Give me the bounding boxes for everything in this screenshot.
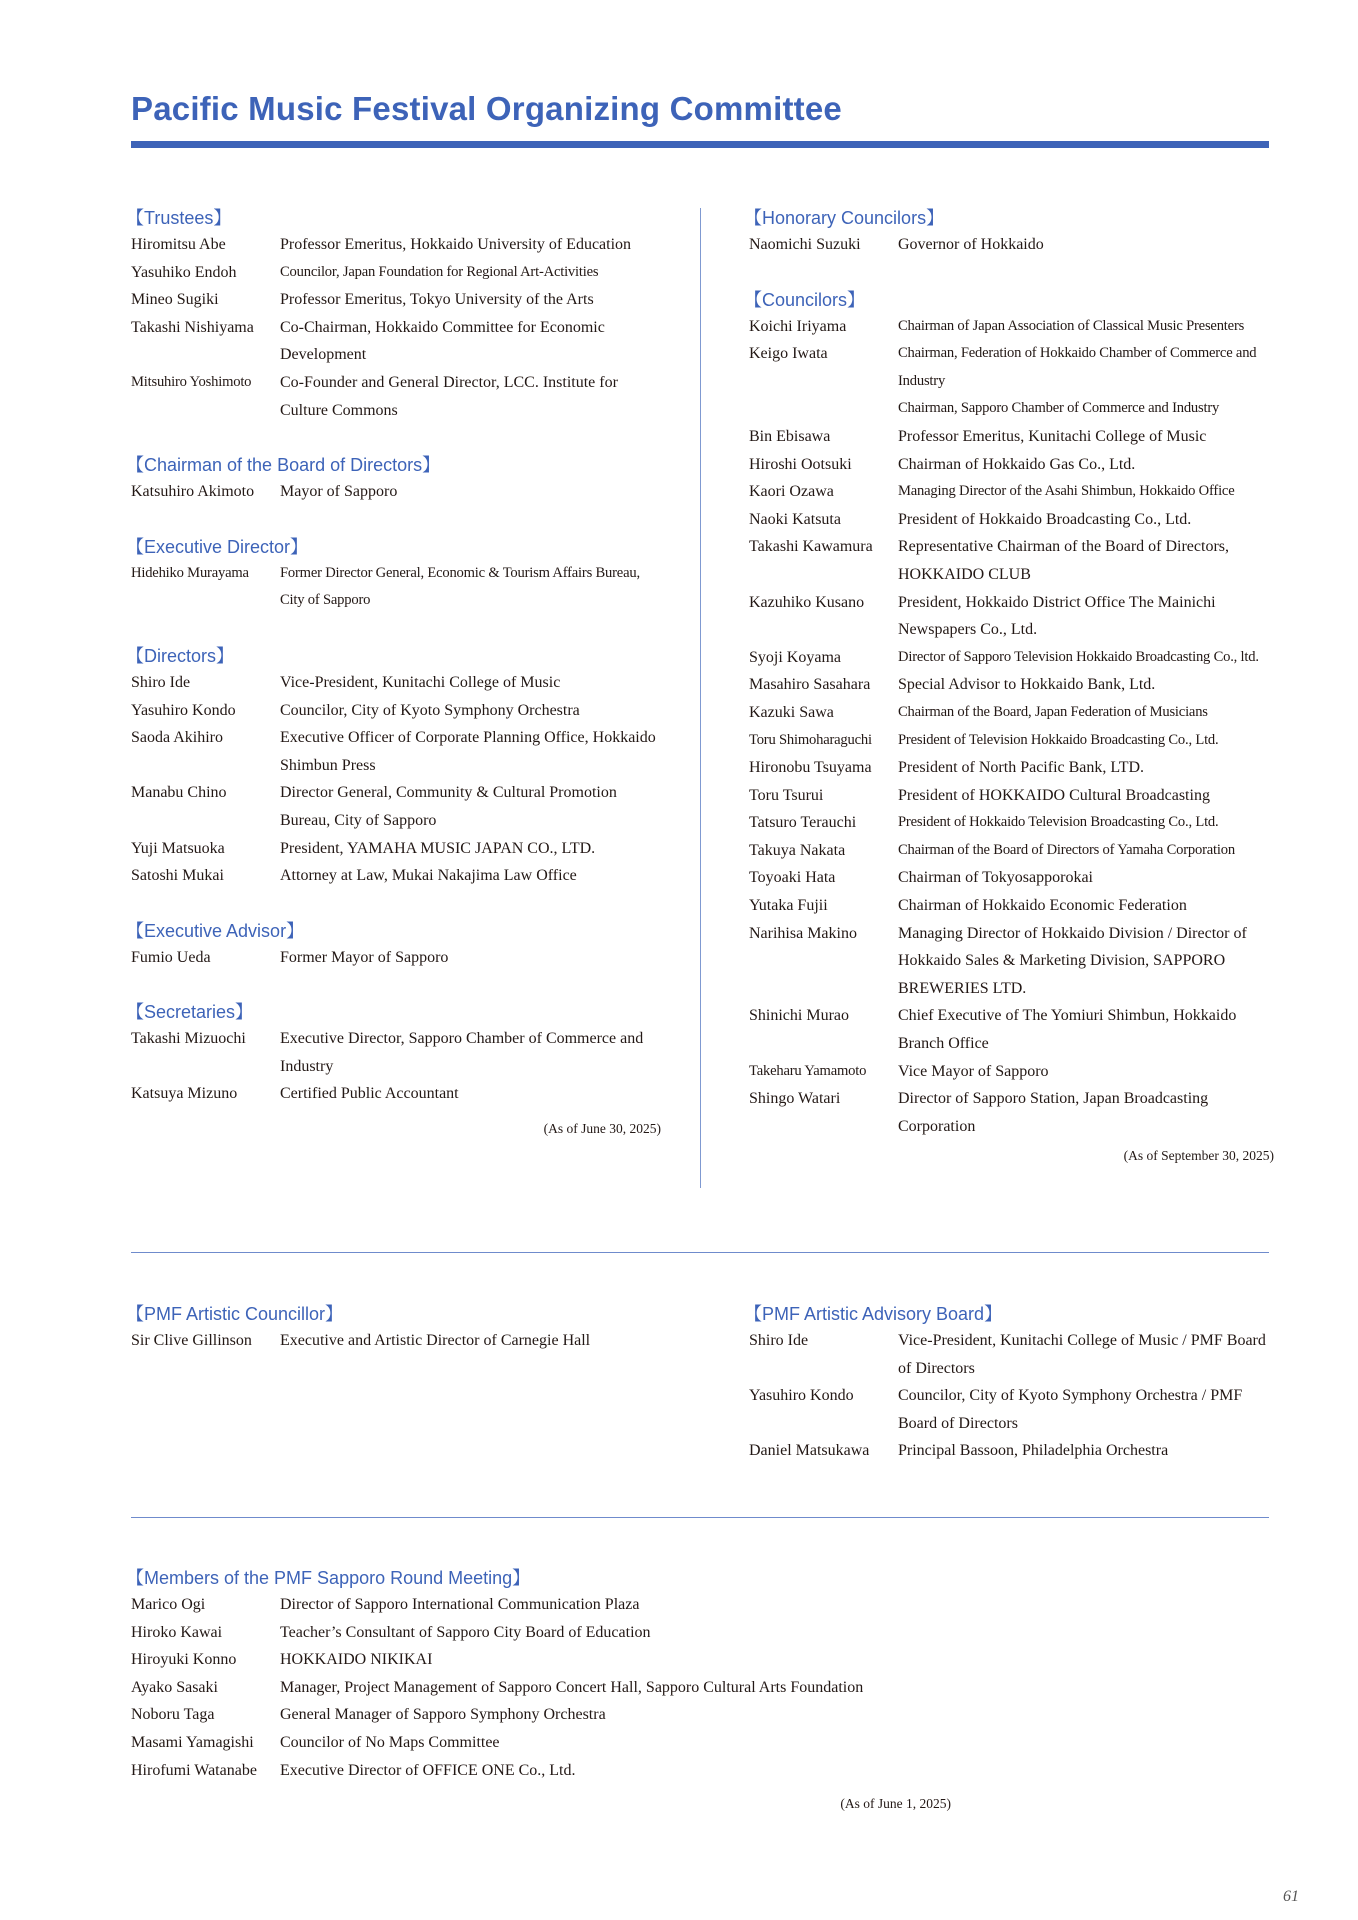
member-name: Shiro Ide (131, 673, 191, 691)
secretaries-section (126, 998, 661, 1108)
member-name: Narihisa Makino (749, 924, 857, 942)
member-name: Takashi Nishiyama (131, 318, 254, 336)
member-name: Takashi Mizuochi (131, 1030, 246, 1048)
section-heading: 【Executive Director】 (126, 536, 309, 557)
directors-section (126, 642, 661, 890)
member-entry (131, 1025, 661, 1080)
member-entry (131, 835, 661, 863)
member-entry (749, 837, 1274, 865)
member-entry (131, 1757, 1269, 1785)
member-name: Masami Yamagishi (131, 1733, 254, 1751)
trustees-section (126, 204, 661, 424)
member-entry (749, 1002, 1274, 1057)
member-role: Vice-President, Kunitachi College of Music (280, 673, 561, 691)
member-entry (131, 369, 661, 424)
member-entry (131, 944, 661, 972)
member-role: Mayor of Sapporo (280, 483, 398, 501)
member-role: Chairman of Tokyosapporokai (898, 869, 1093, 887)
member-name: Tatsuro Terauchi (749, 814, 857, 832)
member-entry (131, 259, 661, 287)
member-entry (749, 231, 1274, 259)
member-role: HOKKAIDO NIKIKAI (280, 1651, 433, 1669)
member-name: Takuya Nakata (749, 841, 846, 859)
member-role: Chairman of the Board of Directors of Yamaha Corporation (898, 841, 1235, 858)
column-divider (700, 208, 701, 1188)
member-entry (131, 1327, 691, 1355)
member-name: Marico Ogi (131, 1596, 206, 1613)
member-role: Councilor of No Maps Committee (280, 1733, 500, 1751)
right-column (744, 204, 1274, 1169)
artistic-councillor-section (126, 1300, 691, 1355)
member-name: Kazuhiko Kusano (749, 593, 865, 611)
as-of-date: (As of September 30, 2025) (1123, 1148, 1274, 1164)
member-entry (749, 727, 1274, 755)
left-column (126, 204, 661, 1142)
artistic-advisory-board-section (744, 1300, 1274, 1465)
member-role: Executive Director, Sapporo Chamber of Commerce and Industry (280, 1030, 644, 1075)
member-role: Former Mayor of Sapporo (280, 948, 449, 966)
member-entry (131, 1701, 1269, 1729)
member-name: Shingo Watari (749, 1090, 841, 1108)
section-heading: 【Trustees】 (126, 208, 232, 228)
member-name: Katsuhiro Akimoto (131, 483, 255, 501)
round-meeting-section (126, 1564, 1269, 1817)
member-entry (131, 1591, 1269, 1619)
executive-director-section (126, 533, 661, 615)
member-role: Chairman of Japan Association of Classical Music Presenters (898, 317, 1245, 334)
member-entry (749, 671, 1274, 699)
member-entry (749, 1085, 1274, 1140)
member-role: Executive and Artistic Director of Carnegie Hall (280, 1332, 591, 1349)
section-divider (131, 1517, 1269, 1518)
member-name: Yasuhiro Kondo (131, 701, 236, 719)
member-entry (131, 724, 661, 779)
member-name: Yutaka Fujii (749, 897, 828, 915)
member-role: Teacher’s Consultant of Sapporo City Board of Education (280, 1623, 651, 1641)
member-name: Takeharu Yamamoto (749, 1062, 867, 1079)
member-name: Hiroko Kawai (131, 1623, 223, 1641)
member-role: Chief Executive of The Yomiuri Shimbun, Hokkaido Branch Office (898, 1007, 1237, 1053)
member-role: Director of Sapporo International Communication Plaza (280, 1596, 640, 1613)
executive-advisor-section (126, 917, 661, 972)
member-name: Syoji Koyama (749, 648, 841, 666)
member-entry (749, 892, 1274, 920)
title-underline (131, 141, 1269, 148)
member-name: Toru Shimoharaguchi (749, 731, 872, 748)
member-role: President of Television Hokkaido Broadcasting Co., Ltd. (898, 731, 1219, 748)
section-heading: 【Members of the PMF Sapporo Round Meeting】 (126, 1568, 531, 1588)
member-role: Representative Chairman of the Board of Directors, HOKKAIDO CLUB (898, 538, 1229, 583)
page-number: 61 (1283, 1888, 1299, 1905)
member-entry (749, 313, 1274, 341)
member-name: Kaori Ozawa (749, 483, 834, 501)
member-name: Naomichi Suzuki (749, 236, 861, 253)
member-name: Fumio Ueda (131, 948, 211, 966)
page-title: Pacific Music Festival Organizing Committee (131, 90, 842, 127)
councilors-section (744, 286, 1274, 1141)
member-role: President, Hokkaido District Office The Mainichi Newspapers Co., Ltd. (898, 593, 1216, 639)
member-role: Councilor, Japan Foundation for Regional Art-Activities (280, 263, 599, 280)
as-of-date: (As of June 30, 2025) (543, 1121, 661, 1137)
chairman-section (126, 451, 661, 506)
member-name: Hironobu Tsuyama (749, 759, 872, 777)
member-name: Toru Tsurui (749, 786, 824, 804)
member-name: Mineo Sugiki (131, 291, 219, 309)
member-role: Director of Sapporo Television Hokkaido Broadcasting Co., ltd. (898, 648, 1259, 665)
member-name: Noboru Taga (131, 1706, 215, 1724)
member-name: Saoda Akihiro (131, 729, 223, 747)
section-heading: 【Councilors】 (744, 289, 866, 310)
member-role: Governor of Hokkaido (898, 236, 1044, 253)
member-role: Executive Director of OFFICE ONE Co., Ltd. (280, 1761, 576, 1779)
member-role: President of North Pacific Bank, LTD. (898, 759, 1145, 777)
member-role: President of Hokkaido Broadcasting Co., Ltd. (898, 510, 1192, 528)
member-entry (749, 1382, 1274, 1437)
member-role: Vice-President, Kunitachi College of Music / PMF Board of Directors (898, 1332, 1266, 1377)
member-entry (749, 423, 1274, 451)
member-entry (131, 231, 661, 259)
member-entry (749, 754, 1274, 782)
member-name (749, 395, 898, 423)
member-role: Chairman of Hokkaido Gas Co., Ltd. (898, 455, 1136, 473)
member-name: Yasuhiro Kondo (749, 1387, 854, 1405)
member-name: Mitsuhiro Yoshimoto (131, 373, 252, 390)
section-heading: 【PMF Artistic Councillor】 (126, 1304, 344, 1324)
member-role: Chairman of Hokkaido Economic Federation (898, 897, 1187, 915)
member-role: President of HOKKAIDO Cultural Broadcasting (898, 786, 1210, 804)
member-name: Toyoaki Hata (749, 869, 836, 887)
member-role: Professor Emeritus, Tokyo University of the Arts (280, 291, 594, 309)
member-entry (131, 697, 661, 725)
member-role: Executive Officer of Corporate Planning Office, Hokkaido Shimbun Press (280, 729, 656, 774)
member-entry (131, 314, 661, 369)
section-heading: 【Secretaries】 (126, 1002, 254, 1023)
member-role: Managing Director of Hokkaido Division / Director of Hokkaido Sales & Marketing Division, SAPPORO BREWERIES LTD. (898, 924, 1247, 997)
member-name: Hidehiko Murayama (131, 564, 249, 581)
member-entry (749, 809, 1274, 837)
member-name: Bin Ebisawa (749, 427, 831, 445)
member-name: Hiroshi Ootsuki (749, 455, 852, 473)
member-role: Professor Emeritus, Hokkaido University of Education (280, 236, 632, 253)
member-name: Yuji Matsuoka (131, 839, 225, 857)
member-role: Councilor, City of Kyoto Symphony Orchestra (280, 701, 580, 719)
member-name: Naoki Katsuta (749, 510, 841, 528)
member-entry (131, 1646, 1269, 1674)
member-entry (131, 478, 661, 506)
member-name: Koichi Iriyama (749, 317, 847, 335)
member-role: Manager, Project Management of Sapporo Concert Hall, Sapporo Cultural Arts Foundation (280, 1678, 864, 1696)
member-entry (749, 533, 1274, 588)
member-role: Professor Emeritus, Kunitachi College of Music (898, 427, 1207, 445)
member-role: Vice Mayor of Sapporo (898, 1062, 1049, 1080)
member-role: Chairman, Federation of Hokkaido Chamber of Commerce and Industry (898, 345, 1257, 389)
member-role: Chairman of the Board, Japan Federation of Musicians (898, 703, 1208, 720)
member-entry (749, 644, 1274, 672)
member-name: Takashi Kawamura (749, 538, 873, 556)
member-name: Shiro Ide (749, 1332, 809, 1349)
member-entry (131, 286, 661, 314)
member-name: Sir Clive Gillinson (131, 1332, 252, 1349)
member-role: President, YAMAHA MUSIC JAPAN CO., LTD. (280, 839, 596, 857)
member-entry (749, 478, 1274, 506)
member-entry (749, 395, 1274, 423)
member-role: Special Advisor to Hokkaido Bank, Ltd. (898, 676, 1156, 694)
member-entry (749, 1327, 1274, 1382)
member-role: Principal Bassoon, Philadelphia Orchestra (898, 1442, 1169, 1460)
member-name: Ayako Sasaki (131, 1678, 218, 1696)
member-role: President of Hokkaido Television Broadcasting Co., Ltd. (898, 814, 1219, 831)
member-role: Councilor, City of Kyoto Symphony Orchestra / PMF Board of Directors (898, 1387, 1243, 1432)
member-role: Former Director General, Economic & Tourism Affairs Bureau, City of Sapporo (280, 564, 640, 609)
member-entry (749, 920, 1274, 1003)
section-divider (131, 1252, 1269, 1253)
member-entry (131, 1729, 1269, 1757)
member-role: Managing Director of the Asahi Shimbun, Hokkaido Office (898, 483, 1235, 500)
member-entry (131, 1080, 661, 1108)
member-role: Director of Sapporo Station, Japan Broadcasting Corporation (898, 1090, 1209, 1135)
member-role: Chairman, Sapporo Chamber of Commerce and Industry (898, 400, 1220, 417)
section-heading: 【Honorary Councilors】 (744, 208, 945, 228)
member-entry (749, 340, 1274, 395)
section-heading: 【PMF Artistic Advisory Board】 (744, 1304, 1003, 1324)
member-name: Masahiro Sasahara (749, 676, 871, 694)
member-entry (749, 1437, 1274, 1465)
section-heading: 【Executive Advisor】 (126, 920, 305, 941)
section-heading: 【Directors】 (126, 645, 235, 666)
member-name: Hiroyuki Konno (131, 1651, 237, 1669)
member-entry (131, 862, 661, 890)
member-entry (131, 1619, 1269, 1647)
honorary-councilors-section (744, 204, 1274, 259)
as-of-date: (As of June 1, 2025) (840, 1796, 951, 1812)
member-entry (131, 560, 661, 615)
member-role: Co-Founder and General Director, LCC. Institute for Culture Commons (280, 373, 618, 419)
member-name: Hiromitsu Abe (131, 236, 226, 253)
member-entry (749, 699, 1274, 727)
member-role: Co-Chairman, Hokkaido Committee for Economic Development (280, 318, 605, 364)
member-entry (749, 506, 1274, 534)
member-name: Keigo Iwata (749, 345, 828, 363)
member-name: Daniel Matsukawa (749, 1442, 870, 1460)
member-entry (749, 1058, 1274, 1086)
member-role: General Manager of Sapporo Symphony Orchestra (280, 1706, 606, 1724)
member-entry (131, 669, 661, 697)
member-name: Shinichi Murao (749, 1007, 849, 1025)
member-role: Attorney at Law, Mukai Nakajima Law Office (280, 867, 577, 885)
member-name: Katsuya Mizuno (131, 1085, 238, 1103)
member-entry (749, 451, 1274, 479)
member-entry (749, 864, 1274, 892)
member-name: Kazuki Sawa (749, 703, 834, 721)
member-entry (131, 1674, 1269, 1702)
member-role: Certified Public Accountant (280, 1085, 459, 1103)
member-name: Satoshi Mukai (131, 867, 224, 885)
member-name: Manabu Chino (131, 784, 227, 802)
member-name: Hirofumi Watanabe (131, 1761, 257, 1779)
member-role: Director General, Community & Cultural Promotion Bureau, City of Sapporo (280, 784, 617, 829)
section-heading: 【Chairman of the Board of Directors】 (126, 455, 441, 476)
member-entry (749, 589, 1274, 644)
member-entry (749, 782, 1274, 810)
member-name: Yasuhiko Endoh (131, 263, 237, 281)
member-entry (131, 779, 661, 834)
